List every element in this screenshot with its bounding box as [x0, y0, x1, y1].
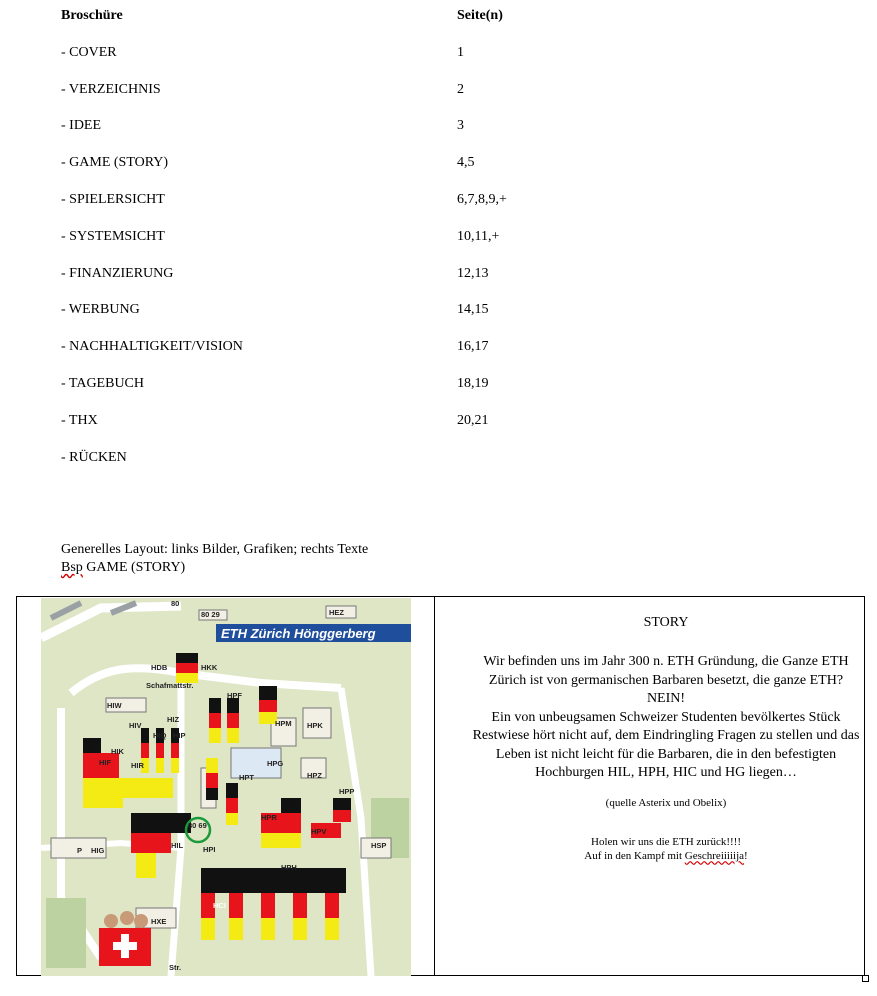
example-page-frame	[16, 596, 865, 976]
spellcheck-word-cta: Geschreiiiiija	[684, 849, 745, 862]
toc-row-name: - VERZEICHNIS	[61, 81, 161, 97]
toc-row	[61, 155, 761, 192]
story-call-to-action	[451, 835, 877, 863]
story-panel	[451, 597, 877, 863]
story-cta-2-prefix: Auf in den Kampf mit	[584, 849, 685, 862]
toc-row-name: - IDEE	[61, 118, 102, 134]
table-resize-handle[interactable]	[862, 975, 869, 982]
toc-row-pages: 2	[457, 81, 464, 97]
story-cta-2-suffix: !	[744, 849, 748, 862]
map-label-hpv: HPV	[311, 827, 327, 836]
toc-header-pages: Seite(n)	[457, 8, 503, 23]
map-label-hpz: HPZ	[307, 771, 322, 780]
toc-header	[61, 8, 761, 45]
layout-note-line1: Generelles Layout: links Bilder, Grafiken; rechts Texte	[61, 542, 369, 557]
map-banner-text: ETH Zürich Hönggerberg	[221, 626, 376, 641]
map-label-hpk: HPK	[307, 721, 323, 730]
map-label-hkk: HKK	[201, 663, 218, 672]
toc-row	[61, 376, 761, 413]
column-divider	[434, 597, 435, 975]
story-title: STORY	[643, 615, 689, 630]
toc-row-pages: 4,5	[457, 155, 475, 171]
map-label-hph: HPH	[281, 863, 297, 872]
story-line-1: Wir befinden uns im Jahr 300 n. ETH Gründung, die Ganze ETH Zürich ist von germanischen Barbaren besetzt, die ganze ETH?	[483, 654, 849, 688]
story-line-2: NEIN!	[646, 691, 686, 706]
toc-row-pages: 18,19	[457, 375, 489, 391]
toc-row-name: - THX	[61, 412, 98, 428]
map-label-parking: P	[77, 846, 83, 855]
map-label-hik: HIK	[111, 747, 124, 756]
map-label-bus_top: 80	[171, 599, 180, 608]
map-label-hig: HIG	[91, 846, 105, 855]
story-line-3: Ein von unbeugsamen Schweizer Studenten bevölkertes Stück Restwiese hört nicht auf, dem Eindringling Fragen zu stellen und das Leben ist nicht leicht für die Barbaren, die in den befestigten Hochburgen HIL, HPH, HIC und HG liegen…	[472, 709, 860, 780]
map-label-hip: HIP	[173, 731, 186, 740]
map-label-hiw: HIW	[107, 701, 122, 710]
swiss-flag-students	[99, 911, 151, 966]
map-grass	[46, 898, 86, 968]
map-label-hiv: HIV	[129, 721, 142, 730]
map-label-hir: HIR	[131, 761, 144, 770]
table-of-contents	[61, 8, 761, 486]
map-label-hpm: HPM	[275, 719, 292, 728]
toc-row	[61, 45, 761, 82]
toc-row-pages: 1	[457, 44, 464, 60]
toc-row-name: - SYSTEMSICHT	[61, 228, 165, 244]
map-label-hiz: HIZ	[167, 715, 180, 724]
toc-row-name: - NACHHALTIGKEIT/VISION	[61, 339, 243, 355]
story-body	[463, 653, 869, 783]
map-label-hif: HIF	[99, 758, 112, 767]
spellcheck-word: Bsp	[61, 560, 83, 575]
toc-row	[61, 118, 761, 155]
toc-row	[61, 192, 761, 229]
map-label-hpr: HPR	[261, 813, 277, 822]
toc-row-pages: 3	[457, 118, 464, 134]
toc-row	[61, 339, 761, 376]
map-label-hpf: HPF	[227, 691, 242, 700]
toc-row-name: - RÜCKEN	[61, 449, 127, 465]
toc-row-name: - WERBUNG	[61, 302, 140, 318]
toc-row-pages: 6,7,8,9,+	[457, 191, 507, 207]
story-cta-2	[451, 849, 877, 863]
map-label-hpi: HPI	[203, 845, 216, 854]
map-label-hpp: HPP	[339, 787, 355, 796]
map-label-hpg: HPG	[267, 759, 284, 768]
toc-row-name: - GAME (STORY)	[61, 155, 169, 171]
map-label-hdb: HDB	[151, 663, 168, 672]
map-label-hiq: HIQ	[153, 731, 167, 740]
map-label-bus_top2: 80 29	[201, 610, 220, 619]
map-label-hpt: HPT	[239, 773, 254, 782]
toc-row-name: - FINANZIERUNG	[61, 265, 174, 281]
toc-row-name: - TAGEBUCH	[61, 375, 145, 391]
map-label-street2: Str.	[169, 963, 182, 972]
toc-row-pages: 20,21	[457, 412, 489, 428]
layout-note-line2	[61, 559, 368, 577]
toc-row-pages: 12,13	[457, 265, 489, 281]
layout-note-line2-rest: GAME (STORY)	[82, 560, 186, 575]
map-label-bus_mid: 80 69	[188, 821, 207, 830]
map-label-street: Schafmattstr.	[146, 681, 194, 690]
toc-row-pages: 10,11,+	[457, 228, 500, 244]
story-source: (quelle Asterix und Obelix)	[605, 796, 727, 809]
toc-row	[61, 450, 761, 487]
toc-header-brochure: Broschüre	[61, 8, 123, 23]
toc-row	[61, 82, 761, 119]
story-cta-1: Holen wir uns die ETH zurück!!!!	[591, 835, 741, 848]
toc-row-name: - COVER	[61, 44, 117, 60]
map-label-hxe: HXE	[151, 917, 167, 926]
toc-row	[61, 302, 761, 339]
map-label-hez: HEZ	[329, 608, 344, 617]
toc-row	[61, 413, 761, 450]
map-label-hci: HCI	[213, 901, 226, 910]
toc-row-pages: 14,15	[457, 302, 489, 318]
map-label-hil: HIL	[171, 841, 184, 850]
toc-row	[61, 266, 761, 303]
toc-row-pages: 16,17	[457, 339, 489, 355]
layout-note	[61, 541, 368, 577]
toc-row-name: - SPIELERSICHT	[61, 191, 165, 207]
toc-row	[61, 229, 761, 266]
campus-map	[41, 598, 411, 976]
map-label-hsp: HSP	[371, 841, 387, 850]
